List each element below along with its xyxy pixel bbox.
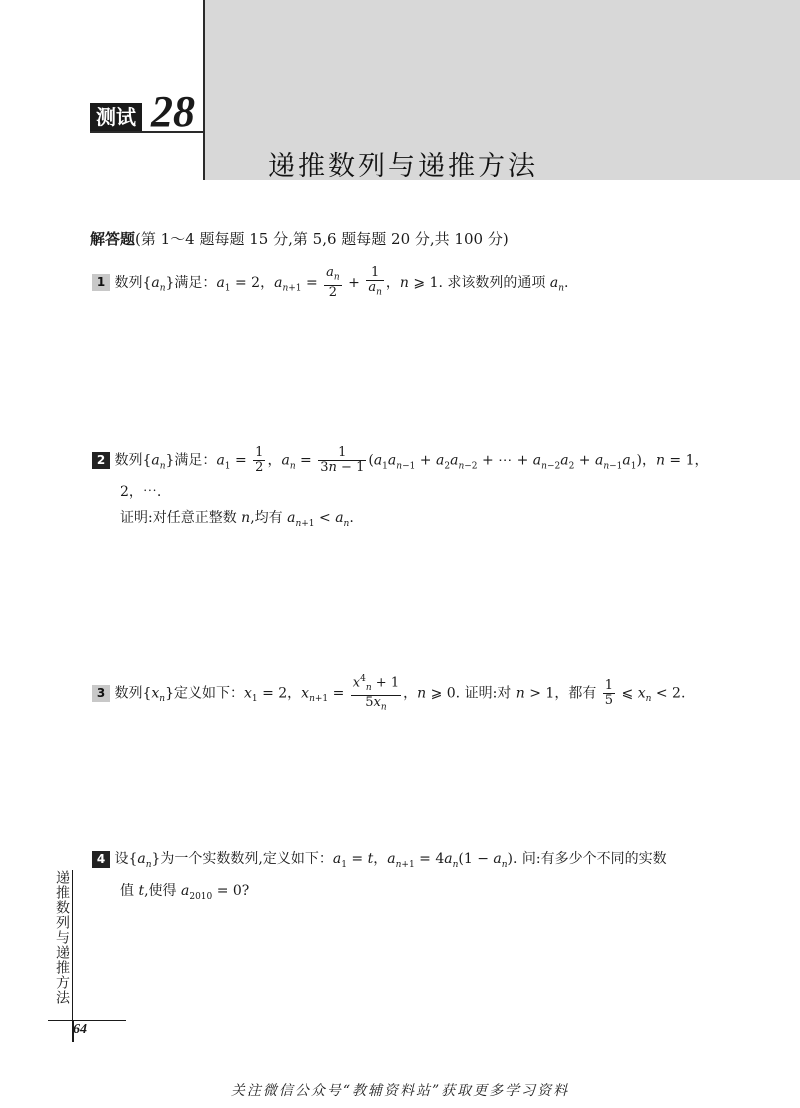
- question-3: 3 数列$\{x_n\}$定义如下：$x_1 = 2$，$x_{n+1}$ = $\frac{x^4_n + 1}{5x_n}$ ，n ⩾ 0. 证明:对 n > 1，都有 $\frac{1}{5}$ ⩽ $x_n < 2$.: [92, 672, 685, 715]
- page-number: 64: [73, 1022, 87, 1037]
- question-1: 1 数列$\{a_n\}$满足：$a_1 = 2$，$a_{n+1}$ = $\frac{a_n}{2}$ + $\frac{1}{a_n}$ ，n ⩾ 1. 求该数列的通项 $a_n$.: [92, 266, 568, 302]
- question-number-1: 1: [92, 274, 110, 291]
- section-type-label: 解答题: [90, 230, 136, 248]
- chapter-title: 递推数列与递推方法: [268, 151, 538, 182]
- section-scoring: (第 1～4 题每题 15 分,第 5,6 题每题 20 分,共 100 分): [135, 230, 509, 248]
- page-divider: [48, 1020, 126, 1021]
- side-chapter-title: 递推数列与递推方法: [54, 870, 70, 1005]
- footer-note: 关注微信公众号“教辅资料站”获取更多学习资料: [230, 1083, 570, 1099]
- question-4: 4 设$\{a_n\}$为一个实数数列,定义如下：$a_1 = t$，$a_{n+1} = 4a_n(1 - a_n)$. 问:有多少个不同的实数 值 t,使得 $a_{2010} = 0$?: [92, 846, 667, 910]
- question-number-4: 4: [92, 851, 110, 868]
- test-number: 28: [151, 87, 195, 136]
- question-number-2: 2: [92, 452, 110, 469]
- section-heading: [90, 228, 509, 249]
- header-divider-vertical: [203, 0, 205, 180]
- question-2: 2 数列$\{a_n\}$满足：$a_1$ = $\frac{1}{2}$ ，$a_n$ = $\frac{1}{3n - 1}$ ($a_1a_{n-1} + a_2a_{n-2}$ + ⋯ + $a_{n-2}a_2 + a_{n-1}a_1$)，n = 1， 2，⋯. 证明:对任意正整数 n,均有 $a_{n+1} < a_n$.: [92, 446, 709, 537]
- test-label: 测试: [90, 103, 142, 131]
- question-number-3: 3: [92, 685, 110, 702]
- side-divider: [72, 870, 73, 1020]
